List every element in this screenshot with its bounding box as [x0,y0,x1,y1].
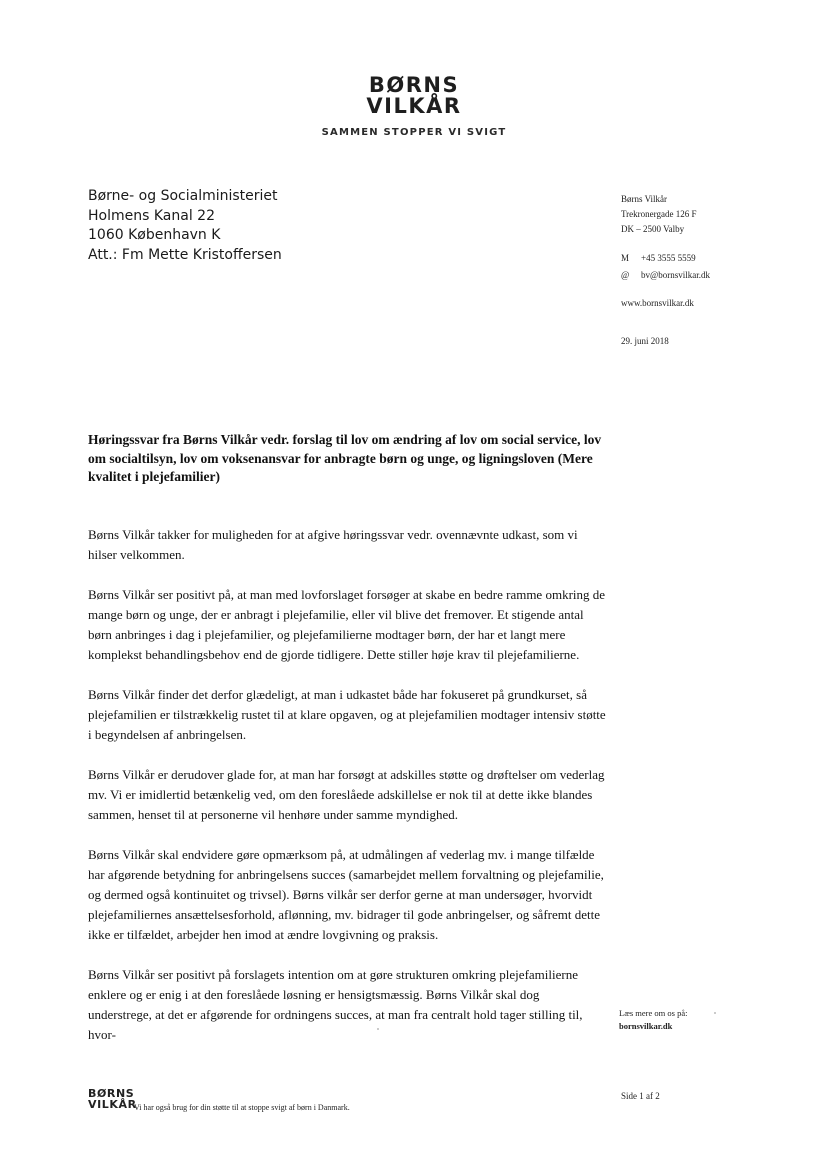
sender-contact [621,250,710,284]
scan-speck [377,1028,379,1030]
email-link[interactable]: bv@bornsvilkar.dk [641,270,711,280]
scan-speck [714,1012,716,1014]
body-paragraph: Børns Vilkår er derudover glade for, at man har forsøgt at adskilles støtte og drøftelser om vederlag mv. Vi er imidlertid betænkelig ved, om den foreslåede adskillelse er nok til at dette ikke blandes sammen, henset til at personerne vil henhøre under samme myndighed. [88,767,605,822]
footer-logo-line-1: BØRNS [88,1087,135,1100]
read-more-label: Læs mere om os på: [619,1008,688,1018]
read-more-note [619,1007,687,1033]
footer-logo [88,1088,137,1110]
website-link[interactable]: www.bornsvilkar.dk [621,298,694,308]
body-paragraph: Børns Vilkår ser positivt på forslagets intention om at gøre strukturen omkring plejefamilierne enklere og er enig i at den foreslåede løsning er hensigtsmæssig. Børns Vilkår skal dog understrege, at det er afgørende for ordningens succes, at man fra centralt hold tager stilling til, hvor- [88,967,583,1042]
phone-row [621,250,710,267]
letter-date: 29. juni 2018 [621,336,669,346]
tagline: SAMMEN STOPPER VI SVIGT [321,127,507,138]
logo-line-2: VILKÅR [366,94,462,118]
recipient-line: Børne- og Socialministeriet [88,188,278,204]
sender-line: Børns Vilkår [621,194,668,204]
logo-line-1: BØRNS [368,73,460,97]
page-number: Side 1 af 2 [621,1091,660,1101]
email-row [621,267,710,284]
body-paragraph: Børns Vilkår ser positivt på, at man med lovforslaget forsøger at skabe en bedre ramme omkring de mange børn og unge, der er anbragt i plejefamilie, eller vil blive det fremover. Et stigende antal børn anbringes i dag i plejefamilier, og plejefamilierne modtager børn, der har et langt mere komplekst behandlingsbehov end de gjorde tidligere. Dette stiller høje krav til plejefamilierne. [88,587,606,662]
letter-body [88,525,606,1065]
recipient-line: Att.: Fm Mette Kristoffersen [88,246,282,263]
footer-logo-line-2: VILKÅR [88,1098,137,1111]
sender-line: Trekronergade 126 F [621,209,697,219]
recipient-address [88,187,282,265]
body-paragraph: Børns Vilkår finder det derfor glædeligt, at man i udkastet både har fokuseret på grundkurset, så plejefamilien er tilstrækkelig rustet til at klare opgaven, og at plejefamilien modtager intensiv støtte i begyndelsen af anbringelsen. [88,687,606,742]
letterhead-logo [0,75,828,117]
sender-address [621,192,697,237]
sender-line: DK – 2500 Valby [621,224,685,234]
body-paragraph: Børns Vilkår takker for muligheden for at afgive høringssvar vedr. ovennævnte udkast, som vi hilser velkommen. [88,527,578,562]
letter-subject: Høringssvar fra Børns Vilkår vedr. forslag til lov om ændring af lov om social service, lov om socialtilsyn, lov om voksenansvar for anbragte børn og unge, og ligningsloven (Mere kvalitet i plejefamilier) [88,432,602,484]
recipient-line: Holmens Kanal 22 [88,207,215,224]
footer-slogan: Vi har også brug for din støtte til at stoppe svigt af børn i Danmark. [134,1103,350,1112]
phone-number[interactable]: +45 3555 5559 [641,253,696,263]
read-more-link[interactable]: bornsvilkar.dk [619,1021,673,1031]
phone-label: M [621,253,630,263]
recipient-line: 1060 København K [88,227,221,243]
email-label: @ [621,270,630,280]
body-paragraph: Børns Vilkår skal endvidere gøre opmærksom på, at udmålingen af vederlag mv. i mange tilfælde har afgørende betydning for anbringelsens succes (samarbejdet mellem forvaltning og plejefamilie, og dermed også kontinuitet og trivsel). Børns vilkår ser derfor gerne at man undersøger, hvorvidt plejefamiliernes ansættelsesforhold, aflønning, mv. bidrager til gode anbringelser, og såfremt dette ikke er tilfældet, arbejder hen imod at ændre lovgivning og praksis. [88,847,604,942]
